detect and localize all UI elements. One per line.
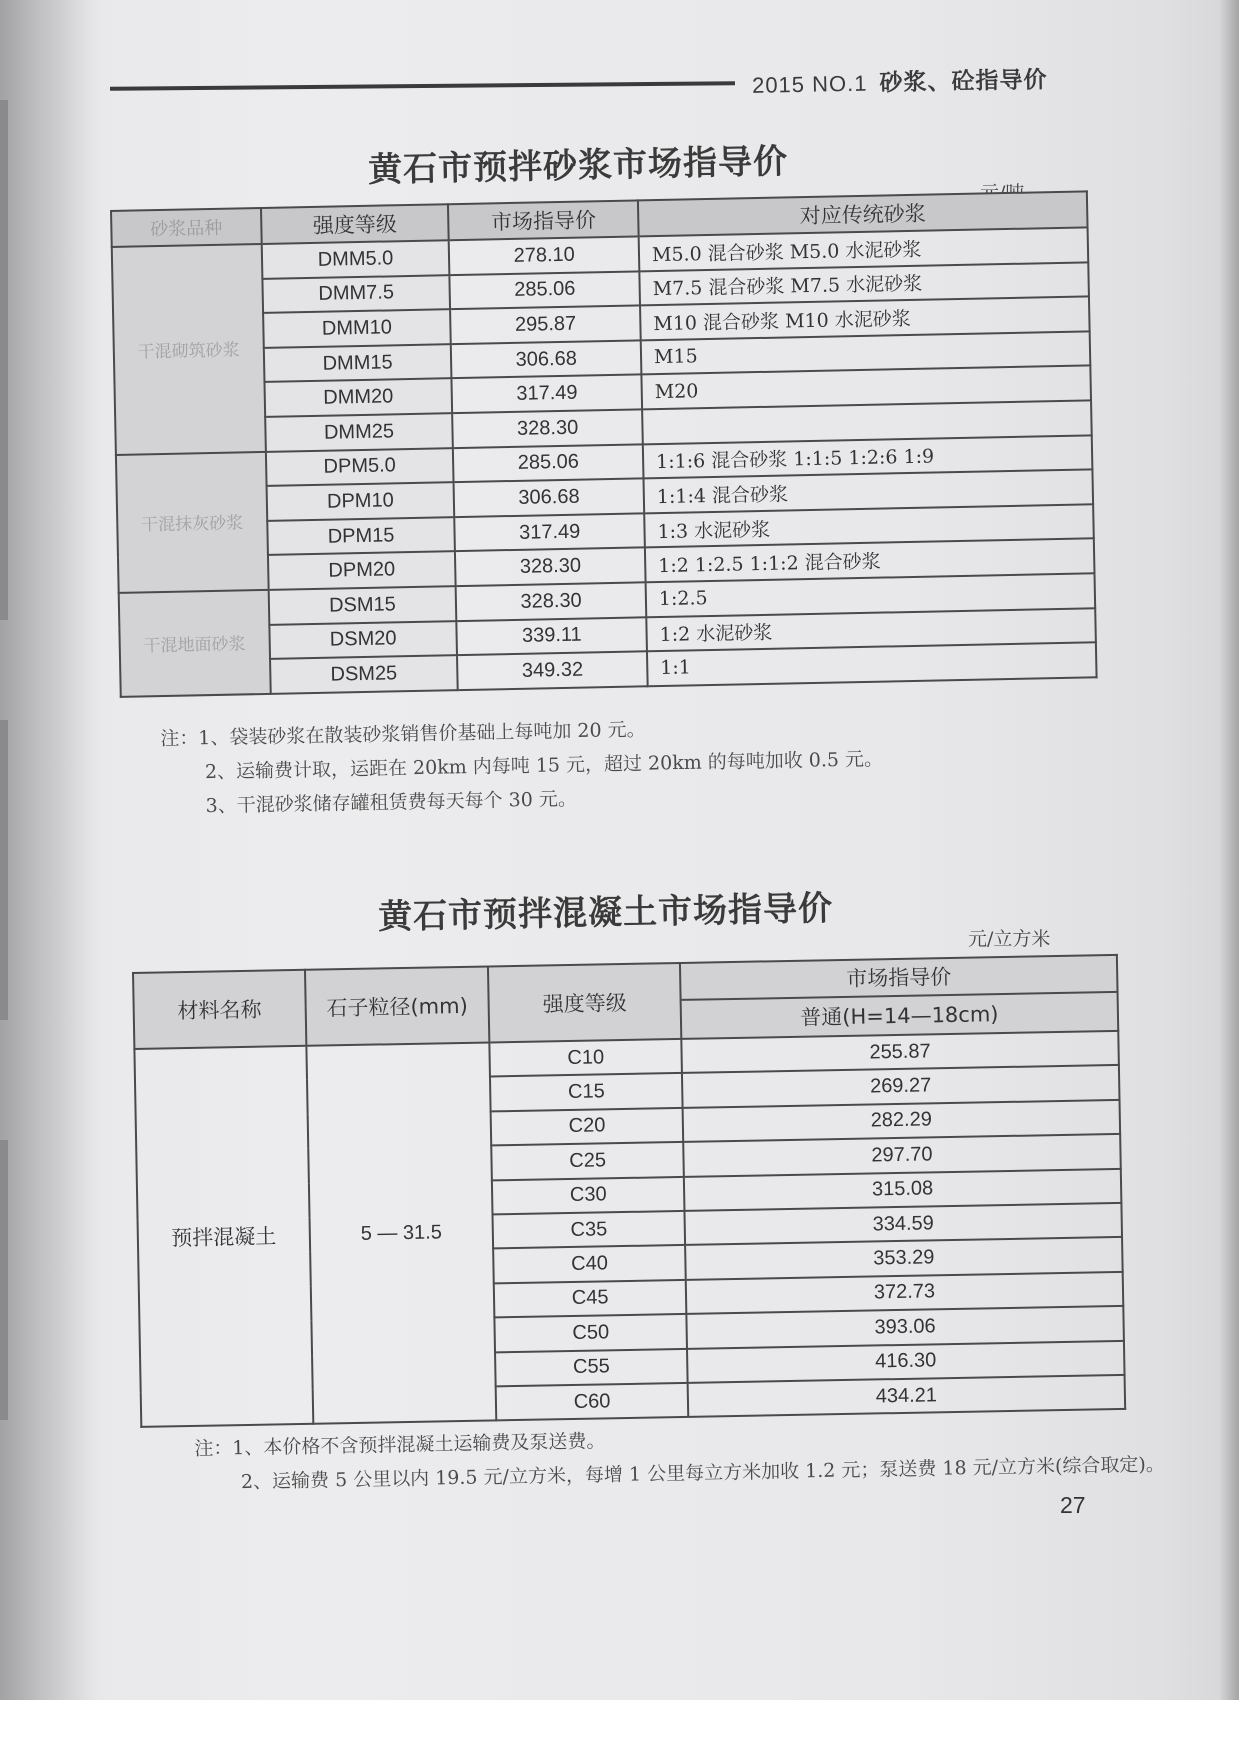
col-header-category: 砂浆品种	[111, 208, 261, 247]
col-header-traditional: 对应传统砂浆	[638, 191, 1088, 236]
grade-cell: C10	[490, 1039, 682, 1077]
issue-label: 2015 NO.1	[751, 70, 868, 98]
grade-cell: C55	[495, 1348, 687, 1386]
traditional-mortar-cell: 1:1	[647, 642, 1097, 686]
mortar-price-table	[110, 190, 1098, 697]
page-number: 27	[1060, 1492, 1086, 1518]
grade-cell: C30	[492, 1176, 684, 1214]
price-cell: 315.08	[684, 1168, 1122, 1210]
price-cell: 295.87	[450, 306, 640, 344]
note-line: 2、运输费计取，运距在 20km 内每吨 15 元，超过 20km 的每吨加收 0.5 元。	[204, 748, 884, 784]
price-cell: 339.11	[457, 617, 647, 655]
traditional-mortar-cell: 1:2.5	[646, 573, 1096, 617]
grade-cell: C35	[493, 1211, 685, 1249]
price-cell: 353.29	[685, 1237, 1123, 1279]
col-header-aggregate: 石子粒径(mm)	[305, 966, 490, 1045]
grade-cell: DMM20	[264, 379, 452, 417]
concrete-title: 黄石市预拌混凝土市场指导价	[377, 888, 834, 938]
col-header-price-normal: 普通(H=14—18cm)	[681, 992, 1119, 1039]
material-cell: 预拌混凝土	[134, 1046, 313, 1427]
traditional-mortar-cell: M20	[641, 366, 1091, 410]
price-cell: 278.10	[449, 236, 639, 274]
grade-cell: DMM5.0	[261, 240, 449, 278]
col-header-grade: 强度等级	[261, 204, 449, 244]
price-cell: 334.59	[684, 1203, 1122, 1245]
traditional-mortar-cell: 1:2 水泥砂浆	[646, 608, 1096, 652]
price-cell: 434.21	[688, 1375, 1126, 1417]
col-header-price-group: 市场指导价	[680, 955, 1118, 1000]
price-cell: 282.29	[682, 1100, 1120, 1142]
category-cell: 干混砌筑砂浆	[112, 244, 266, 455]
grade-cell: DPM15	[267, 517, 455, 555]
aggregate-size-cell: 5 — 31.5	[306, 1042, 497, 1424]
note-line: 注：1、本价格不含预拌混凝土运输费及泵送费。	[194, 1430, 606, 1460]
category-cell: 干混地面砂浆	[119, 590, 271, 697]
grade-cell: DMM15	[263, 344, 451, 382]
spine-shadow	[0, 0, 100, 1754]
traditional-mortar-cell: 1:3 水泥砂浆	[644, 504, 1094, 548]
grade-cell: DPM20	[268, 551, 456, 589]
grade-cell: C25	[492, 1142, 684, 1180]
note-line: 注：1、袋装砂浆在散装砂浆销售价基础上每吨加 20 元。	[160, 718, 646, 750]
price-cell: 317.49	[452, 375, 642, 413]
traditional-mortar-cell: M7.5 混合砂浆 M7.5 水泥砂浆	[639, 262, 1089, 306]
note-line: 2、运输费 5 公里以内 19.5 元/立方米，每增 1 公里每立方米加收 1.2 元；泵送费 18 元/立方米(综合取定)。	[240, 1453, 1166, 1494]
traditional-mortar-cell: M5.0 混合砂浆 M5.0 水泥砂浆	[639, 227, 1089, 271]
price-cell: 269.27	[682, 1065, 1120, 1107]
note-line: 3、干混砂浆储存罐租赁费每天每个 30 元。	[205, 788, 578, 818]
grade-cell: DSM25	[270, 655, 458, 693]
col-header-grade: 强度等级	[488, 963, 681, 1042]
price-cell: 328.30	[456, 582, 646, 620]
traditional-mortar-cell: 1:2 1:2.5 1:1:2 混合砂浆	[645, 539, 1095, 583]
section-label: 砂浆、砼指导价	[879, 66, 1048, 97]
concrete-price-table	[132, 954, 1126, 1428]
price-cell: 328.30	[455, 548, 645, 586]
grade-cell: C15	[490, 1073, 682, 1111]
concrete-unit: 元/立方米	[968, 928, 1051, 950]
grade-cell: C20	[491, 1108, 683, 1146]
price-cell: 306.68	[454, 479, 644, 517]
traditional-mortar-cell: 1:1:4 混合砂浆	[643, 469, 1093, 513]
grade-cell: DMM7.5	[262, 275, 450, 313]
price-cell: 255.87	[681, 1031, 1119, 1073]
price-cell: 349.32	[457, 651, 647, 689]
mortar-notes	[160, 708, 884, 824]
grade-cell: C40	[493, 1245, 685, 1283]
scan-margin	[0, 1700, 1239, 1754]
price-cell: 306.68	[451, 340, 641, 378]
category-cell: 干混抹灰砂浆	[116, 451, 268, 592]
header-rule	[110, 81, 735, 90]
grade-cell: DSM20	[269, 621, 457, 659]
mortar-title: 黄石市预拌砂浆市场指导价	[367, 141, 789, 191]
grade-cell: DMM25	[265, 413, 453, 451]
grade-cell: C60	[496, 1383, 688, 1421]
price-cell: 317.49	[455, 513, 645, 551]
price-cell: 372.73	[686, 1272, 1124, 1314]
grade-cell: C45	[494, 1280, 686, 1318]
running-header	[752, 61, 1048, 100]
grade-cell: DPM5.0	[266, 448, 454, 486]
grade-cell: C50	[495, 1314, 687, 1352]
page-edge-shadow	[1219, 0, 1239, 1754]
traditional-mortar-cell: M10 混合砂浆 M10 水泥砂浆	[640, 297, 1090, 341]
grade-cell: DPM10	[266, 482, 454, 520]
traditional-mortar-cell: M15	[641, 331, 1091, 375]
price-cell: 297.70	[683, 1134, 1121, 1176]
grade-cell: DSM15	[268, 586, 456, 624]
concrete-notes	[194, 1413, 1165, 1500]
price-cell: 285.06	[453, 444, 643, 482]
price-cell: 393.06	[686, 1306, 1124, 1348]
price-cell: 416.30	[687, 1340, 1125, 1382]
traditional-mortar-cell: 1:1:6 混合砂浆 1:1:5 1:2:6 1:9	[643, 435, 1093, 479]
price-cell: 328.30	[452, 409, 642, 447]
grade-cell: DMM10	[263, 309, 451, 347]
col-header-material: 材料名称	[133, 970, 306, 1049]
price-cell: 285.06	[450, 271, 640, 309]
col-header-price: 市场指导价	[448, 200, 638, 240]
